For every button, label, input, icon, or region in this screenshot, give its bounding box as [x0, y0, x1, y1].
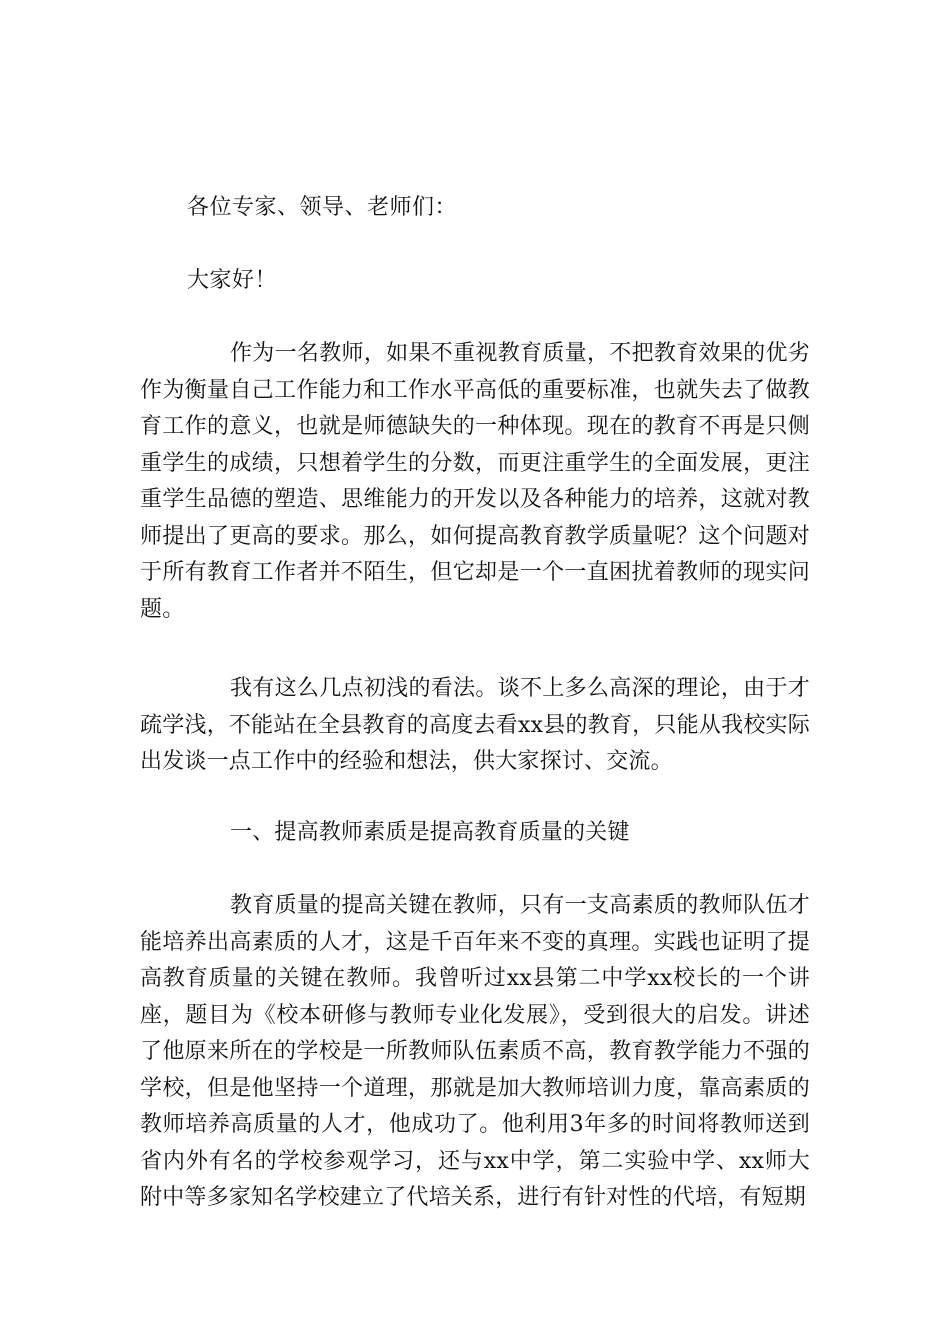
paragraph-2: 我有这么几点初浅的看法。谈不上多么高深的理论，由于才疏学浅，不能站在全县教育的高度去看xx县的教育，只能从我校实际出发谈一点工作中的经验和想法，供大家探讨、交流。: [140, 676, 810, 774]
section-heading-1: 一、提高教师素质是提高教育质量的关键: [230, 820, 630, 845]
salutation-line: 各位专家、领导、老师们：: [187, 195, 458, 220]
paragraph-3: 教育质量的提高关键在教师，只有一支高素质的教师队伍才能培养出高素质的人才，这是千百年来不变的真理。实践也证明了提高教育质量的关键在教师。我曾听过xx县第二中学xx校长的一个讲座，题目为《校本研修与教师专业化发展》，受到很大的启发。讲述了他原来所在的学校是一所教师队伍素质不高，教育教学能力不强的学校，但是他坚持一个道理，那就是加大教师培训力度，靠高素质的教师培养高质量的人才，他成功了。他利用3年多的时间将教师送到省内外有名的学校参观学习，还与xx中学，第二实验中学、xx师大附中等多家知名学校建立了代培关系，进行有针对性的代培，有短期: [140, 893, 810, 1210]
paragraph-1: 作为一名教师，如果不重视教育质量，不把教育效果的优劣作为衡量自己工作能力和工作水平高低的重要标准，也就失去了做教育工作的意义，也就是师德缺失的一种体现。现在的教育不再是只侧重学生的成绩，只想着学生的分数，而更注重学生的全面发展，更注重学生品德的塑造、思维能力的开发以及各种能力的培养，这就对教师提出了更高的要求。那么，如何提高教育教学质量呢？这个问题对于所有教育工作者并不陌生，但它却是一个一直困扰着教师的现实问题。: [140, 341, 810, 622]
greeting-line: 大家好！: [187, 268, 278, 293]
